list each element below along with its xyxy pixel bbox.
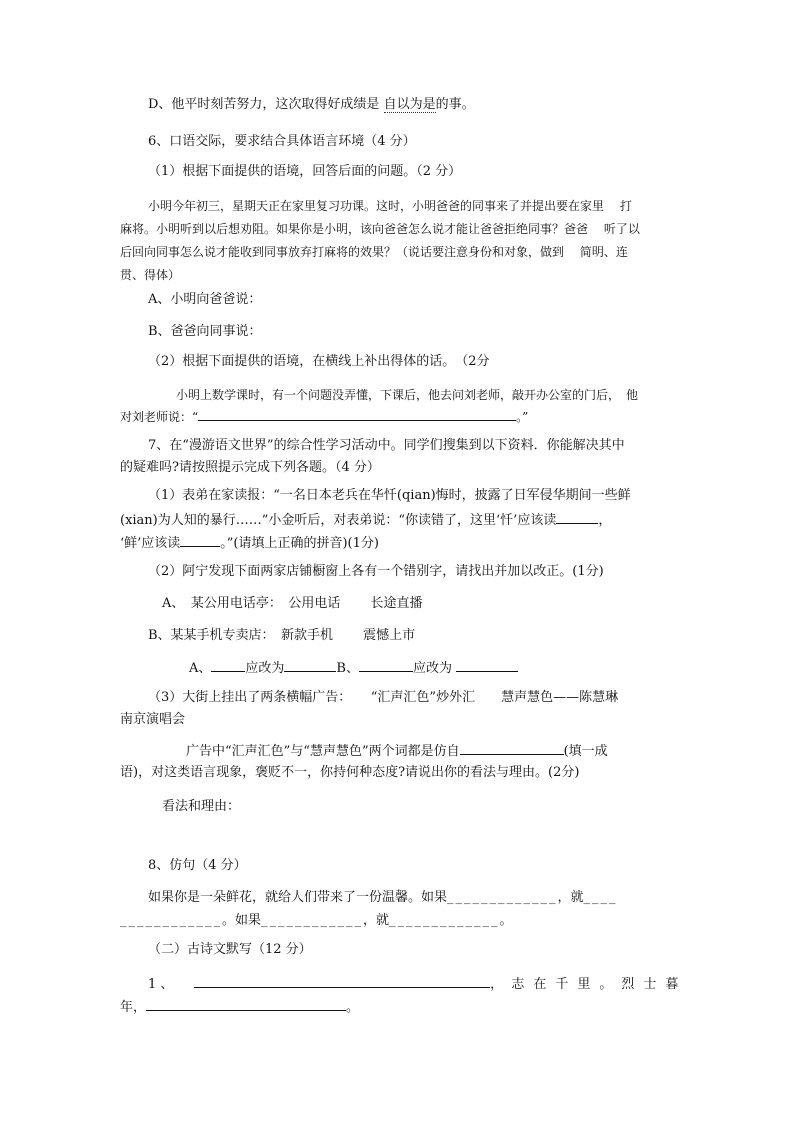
item-d-text: D、他平时刻苦努力，这次取得好成绩是 [148,97,380,112]
q7-s3-line2: 南京演唱会 [120,712,186,727]
item-d [148,95,475,115]
q7-s3-line4: 语)，对这类语言现象，褒贬不一，你持何种态度?请说出你的看法与理由。(2分) [120,765,580,780]
q7-s1-line3: ‘鲜’应该读 。”(请填上正确的拼音)(1分) [120,532,379,554]
correct-char-blank-a[interactable] [284,657,336,672]
q8-line2: ____________。如果____________，就_____________。 [120,913,513,928]
q6-answer-b: B、爸爸向同事说： [148,324,262,339]
q7-s3-line3: 广告中“汇声汇色”与“慧声慧色”两个词都是仿自 (填一成 [186,740,608,762]
q7-s2: （2）阿宁发现下面两家店铺橱窗上各有一个错别字，请找出并加以改正。(1分) [148,564,604,579]
q8-line1: 如果你是一朵鲜花，就给人们带来了一份温馨。如果_____________，就____ [148,890,618,905]
q6-para-line3: 后回向同事怎么说才能收到同事放弃打麻将的效果？（说话要注意身份和对象，做到 简明、连 [120,245,628,259]
wrong-char-blank-a[interactable] [211,657,245,672]
poem-blank-2[interactable] [146,996,346,1011]
q8-blank-4[interactable]: _____________ [389,913,500,928]
pinyin-blank-2[interactable] [180,532,220,547]
q7-s2-b: B、某某手机专卖店： 新款手机 震憾上市 [148,628,416,643]
q6-para-line2: 麻将。小明听到以后想劝阻。如果你是小明，该向爸爸怎么说才能让爸爸拒绝同事？爸爸 听了以 [120,222,640,236]
idiom-blank[interactable] [460,740,564,755]
q6-answer-a: A、小明向爸爸说： [148,292,262,307]
q8-title: 8、仿句（4 分） [148,858,247,873]
q6-para2-line1: 小明上数学课时，有一个问题没弄懂，下课后，他去问刘老师，敲开办公室的门后， 他 [176,388,639,402]
sec2-title: （二）古诗文默写（12 分） [148,942,312,957]
q7-s1-line2: (xian)为人知的暴行……”小金听后，对表弟说：“你读错了，这里‘忏’应该读 ， [120,509,611,531]
q7-s1-line1: （1）表弟在家读报：“一名日本老兵在华忏(qian)悔时，披露了日军侵华期间一些鲜 [148,488,631,503]
q6-title: 6、口语交际，要求结合具体语言环境（4 分） [148,134,416,149]
q8-blank-2b[interactable]: ____________ [120,913,222,928]
item-d-highlight: 自以为是 [383,97,436,112]
correct-char-blank-b[interactable] [456,657,518,672]
poem-blank-1[interactable] [194,973,490,988]
q7-s2-a: A、 某公用电话亭： 公用电话 长途直播 [162,596,423,611]
q6-sub2: （2）根据下面提供的语境，在横线上补出得体的话。 （2分 [148,354,490,369]
q7-s2-fill: A、 应改为 B、 应改为 [189,657,518,679]
q7-title-line1: 7、在“漫游语文世界”的综合性学习活动中。同学们搜集到以下资料．你能解决其中 [148,438,625,453]
q7-view-label: 看法和理由： [162,799,241,814]
wrong-char-blank-b[interactable] [359,657,413,672]
q8-blank-2a[interactable]: ____ [583,890,618,905]
sec2-line1: 1 、 ， 志在千里。烈士暮 [148,973,687,995]
sec2-line2: 年， 。 [120,996,359,1018]
q7-title-line2: 的疑难吗?请按照提示完成下列各题。（4 分） [120,460,380,475]
q6-sub1: （1）根据下面提供的语境，回答后面的问题。（2 分） [148,164,462,179]
item-d-suffix: 的事。 [435,97,475,112]
q7-s3-line1: （3）大街上挂出了两条横幅广告： “汇声汇色”炒外汇 慧声慧色——陈慧琳 [148,690,619,705]
pinyin-blank-1[interactable] [556,509,598,524]
q8-blank-3[interactable]: ____________ [261,913,364,928]
q6-para-line1: 小明今年初三，星期天正在家里复习功课。这时，小明爸爸的同事来了并提出要在家里 打 [148,199,632,213]
q6-answer-blank[interactable] [198,406,516,421]
q6-para2-line2: 对刘老师说：“ 。” [120,406,528,427]
q6-para-line4: 贯、得体） [120,268,181,282]
q8-blank-1[interactable]: _____________ [447,890,558,905]
